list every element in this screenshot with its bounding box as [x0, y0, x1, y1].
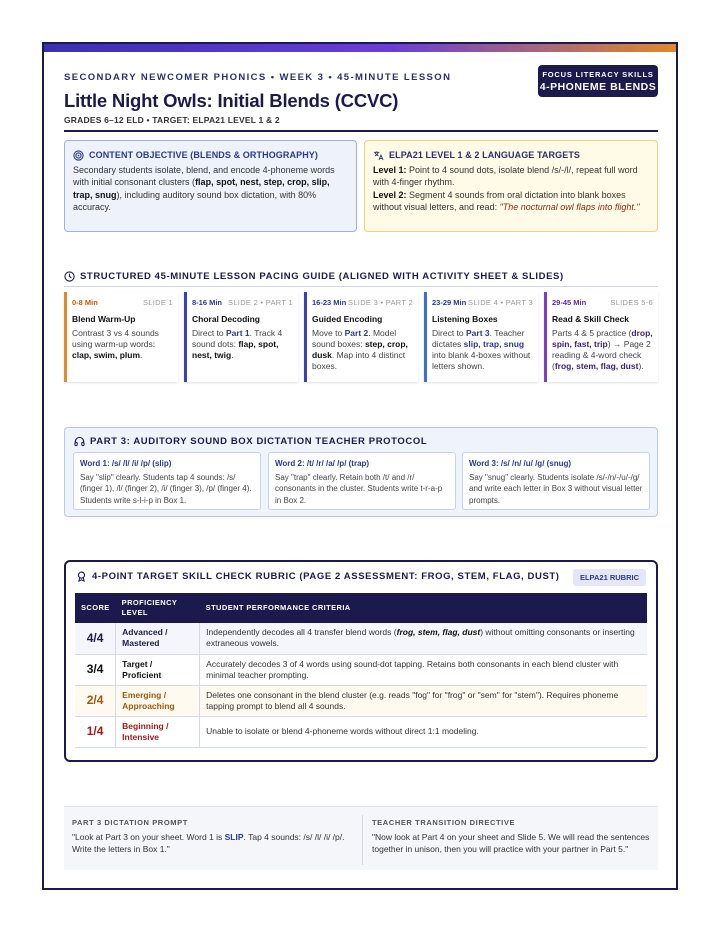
- rubric-score: 4/4: [75, 623, 116, 654]
- focus-skills-badge: [538, 65, 658, 97]
- dictation-protocol-heading-text: PART 3: AUDITORY SOUND BOX DICTATION TEACHER PROTOCOL: [90, 436, 428, 447]
- lesson-kicker: SECONDARY NEWCOMER PHONICS • WEEK 3 • 45-MINUTE LESSON: [64, 72, 452, 83]
- dictation-prompt: [72, 817, 354, 855]
- dictation-word-title: Word 1: /s/ /l/ /i/ /p/ (slip): [80, 459, 172, 468]
- rubric-table: [75, 593, 647, 748]
- pacing-desc-text: Direct to: [192, 328, 227, 339]
- content-objective-text: [73, 164, 348, 213]
- skill-check-rubric: [64, 560, 658, 762]
- level-1-label: Level 1:: [373, 165, 407, 176]
- headphones-icon: [74, 436, 85, 447]
- pacing-heading-text: STRUCTURED 45-MINUTE LESSON PACING GUIDE (ALIGNED WITH ACTIVITY SHEET & SLIDES): [80, 271, 564, 282]
- pacing-desc-text: ).: [638, 360, 644, 371]
- rubric-criteria: Unable to isolate or blend 4-phoneme words without direct 1:1 modeling.: [200, 716, 647, 747]
- grade-target-line: GRADES 6–12 ELD • TARGET: ELPA21 LEVEL 1 & 2: [64, 115, 280, 125]
- pacing-desc-text: ) → Page 2 reading & 4-word check (: [552, 339, 651, 371]
- table-row: [75, 685, 647, 716]
- pacing-card-2: [184, 292, 298, 382]
- footer-divider: [362, 815, 363, 865]
- pacing-desc-words: flap, spot, nest, twig: [192, 339, 279, 360]
- dictation-word-1: [73, 452, 261, 510]
- pacing-desc-text: . Map into 4 distinct boxes.: [312, 349, 406, 371]
- dictation-word-title: Word 3: /s/ /n/ /u/ /g/ (snug): [469, 459, 572, 468]
- content-objective-heading-text: CONTENT OBJECTIVE (BLENDS & ORTHOGRAPHY): [89, 150, 319, 160]
- focus-skills-label: FOCUS LITERACY SKILLS: [542, 70, 654, 79]
- award-icon: [76, 571, 87, 582]
- pacing-slide: SLIDE 3 • PART 2: [348, 298, 413, 307]
- transition-directive-heading: TEACHER TRANSITION DIRECTIVE: [372, 818, 516, 827]
- rubric-criteria: [200, 623, 647, 654]
- pacing-desc-text: . Model sound boxes:: [312, 328, 397, 350]
- pacing-desc-words: drop, spin, fast, trip: [552, 328, 653, 350]
- pacing-desc: [312, 328, 413, 371]
- dictation-protocol-heading: [74, 436, 427, 447]
- pacing-desc-words: frog, stem, flag, dust: [554, 360, 639, 371]
- objective-text-start: Secondary students isolate, blend, and encode 4-phoneme words with initial consonant clusters (: [73, 165, 335, 188]
- rubric-level: Target / Proficient: [116, 654, 200, 685]
- pacing-title: Read & Skill Check: [552, 313, 630, 324]
- prompt-text: . Tap 4 sounds: /s/ /l/ /i/ /p/. Write the letters in Box 1.": [72, 832, 345, 854]
- transition-directive-text: "Now look at Part 4 on your sheet and Slide 5. We will read the sentences together in unison, then you will practice with your partner in Part 5.": [372, 832, 650, 854]
- pacing-desc: [192, 328, 293, 360]
- level-2-text: Segment 4 sounds from oral dictation into blank boxes without visual letters, and read:: [373, 189, 626, 212]
- pacing-desc-part: Part 3: [466, 328, 490, 339]
- pacing-slide: SLIDE 4 • PART 3: [468, 298, 533, 307]
- rubric-level: Beginning / Intensive: [116, 716, 200, 747]
- col-criteria: STUDENT PERFORMANCE CRITERIA: [200, 593, 647, 623]
- pacing-desc-text: .: [140, 349, 143, 360]
- pacing-desc-words: slip, trap, snug: [463, 339, 525, 350]
- dictation-word-text: Say "trap" clearly. Retain both /t/ and /r/ consonants in the cluster. Students write t-r-a-p in Box 2.: [275, 473, 443, 505]
- pacing-title: Guided Encoding: [312, 313, 383, 324]
- prompt-word: SLIP: [224, 832, 244, 843]
- pacing-title: Blend Warm-Up: [72, 313, 136, 324]
- pacing-time: 29-45 Min: [552, 298, 587, 307]
- language-targets-box: [364, 140, 658, 232]
- criteria-text: Independently decodes all 4 transfer blend words (: [206, 627, 397, 638]
- pacing-desc-text: . Track 4 sound dots:: [192, 328, 283, 350]
- col-level: PROFICIENCY LEVEL: [116, 593, 200, 623]
- pacing-time: 16-23 Min: [312, 298, 347, 307]
- pacing-desc-text: .: [231, 349, 234, 360]
- level-2-quote: "The nocturnal owl flaps into flight.": [499, 201, 640, 212]
- language-targets-heading-text: ELPA21 LEVEL 1 & 2 LANGUAGE TARGETS: [389, 150, 581, 160]
- pacing-desc-text: Move to: [312, 328, 345, 339]
- col-score: SCORE: [75, 593, 116, 623]
- pacing-slide: SLIDE 2 • PART 1: [228, 298, 293, 307]
- pacing-card-4: [424, 292, 538, 382]
- pacing-time: 8-16 Min: [192, 298, 223, 307]
- translate-icon: [373, 150, 384, 161]
- rubric-criteria: Deletes one consonant in the blend cluster (e.g. reads "fog" for "frog" or "sem" for "stem"). Requires phoneme tapping prompt to blend all 4 sounds.: [200, 685, 647, 716]
- pacing-time: 23-29 Min: [432, 298, 467, 307]
- pacing-divider: [64, 286, 658, 287]
- teacher-script-footer: [64, 806, 658, 870]
- dictation-protocol-box: [64, 427, 658, 517]
- content-objective-heading: [73, 149, 348, 161]
- table-row: [75, 623, 647, 654]
- pacing-time: 0-8 Min: [72, 298, 98, 307]
- pacing-slide: SLIDES 5-6: [610, 298, 653, 307]
- prompt-text: "Look at Part 3 on your sheet. Word 1 is: [72, 832, 225, 843]
- rubric-level: Emerging / Approaching: [116, 685, 200, 716]
- rubric-score: 1/4: [75, 716, 116, 747]
- header-divider: [64, 130, 658, 132]
- pacing-card-1: [64, 292, 178, 382]
- rubric-header-row: [75, 593, 647, 623]
- pacing-card-5: [544, 292, 658, 382]
- pacing-heading: [64, 271, 564, 282]
- content-objective-box: [64, 140, 357, 232]
- transition-directive: [372, 817, 654, 855]
- dictation-word-text: Say "snug" clearly. Students isolate /s/-/n/-/u/-/g/ and write each letter in Box 3 without visual letter prompts.: [469, 473, 643, 505]
- pacing-desc-words: clap, swim, plum: [72, 349, 141, 360]
- rubric-score: 2/4: [75, 685, 116, 716]
- rubric-heading-text: 4-POINT TARGET SKILL CHECK RUBRIC (PAGE 2 ASSESSMENT: FROG, STEM, FLAG, DUST): [92, 571, 560, 582]
- table-row: [75, 654, 647, 685]
- pacing-desc-text: into blank 4-boxes without letters shown.: [432, 349, 531, 371]
- rubric-score: 3/4: [75, 654, 116, 685]
- rubric-tag: ELPA21 RUBRIC: [573, 569, 646, 586]
- pacing-desc-part: Part 1: [226, 328, 250, 339]
- dictation-word-2: [268, 452, 456, 510]
- rubric-level: Advanced / Mastered: [116, 623, 200, 654]
- pacing-title: Choral Decoding: [192, 313, 261, 324]
- pacing-slide: SLIDE 1: [142, 298, 173, 307]
- dictation-word-3: [462, 452, 650, 510]
- page-title: Little Night Owls: Initial Blends (CCVC): [64, 90, 399, 111]
- level-2-label: Level 2:: [373, 189, 407, 200]
- pacing-desc-text: Parts 4 & 5 practice (: [552, 328, 632, 339]
- pacing-desc: [72, 328, 173, 360]
- pacing-card-3: [304, 292, 418, 382]
- dictation-prompt-heading: PART 3 DICTATION PROMPT: [72, 818, 188, 827]
- pacing-desc-words: step, crop, dusk: [312, 339, 408, 360]
- dictation-word-text: Say "slip" clearly. Students tap 4 sounds: /s/ (finger 1), /l/ (finger 2), /i/ (finger 3), /p/ (finger 4). Students write s-l-i-p in Box 1.: [80, 473, 252, 505]
- pacing-desc-text: Direct to: [432, 328, 467, 339]
- pacing-desc-text: . Teacher dictates: [432, 328, 525, 350]
- pacing-desc: [432, 328, 533, 371]
- objective-word-list: flap, spot, nest, step, crop, slip, trap, snug: [73, 177, 330, 200]
- gradient-top-bar: [44, 44, 676, 52]
- criteria-text: ) without omitting consonants or inserting extraneous vowels.: [206, 627, 635, 649]
- pacing-desc: [552, 328, 653, 371]
- level-2-target: [373, 189, 649, 213]
- lesson-page: [42, 42, 678, 890]
- pacing-title: Listening Boxes: [432, 313, 498, 324]
- focus-skills-value: 4-PHONEME BLENDS: [539, 81, 657, 93]
- table-row: [75, 716, 647, 747]
- target-icon: [73, 150, 84, 161]
- rubric-heading: [76, 571, 560, 582]
- level-1-target: [373, 164, 649, 188]
- objective-text-end: ), including auditory sound box dictation, with 80% accuracy.: [73, 189, 317, 212]
- rubric-criteria: Accurately decodes 3 of 4 words using sound-dot tapping. Retains both consonants in each blend cluster with minimal teacher prompting.: [200, 654, 647, 685]
- pacing-desc-text: Contrast 3 vs 4 sounds using warm-up words:: [72, 328, 159, 350]
- pacing-desc-part: Part 2: [344, 328, 369, 339]
- language-targets-heading: [373, 149, 649, 161]
- criteria-words: frog, stem, flag, dust: [396, 627, 481, 638]
- clock-icon: [64, 271, 75, 282]
- dictation-prompt-text: [72, 832, 354, 855]
- dictation-word-title: Word 2: /t/ /r/ /a/ /p/ (trap): [275, 459, 370, 468]
- level-1-text: Point to 4 sound dots, isolate blend /s/-/l/, repeat full word with 4-finger rhythm.: [373, 165, 638, 188]
